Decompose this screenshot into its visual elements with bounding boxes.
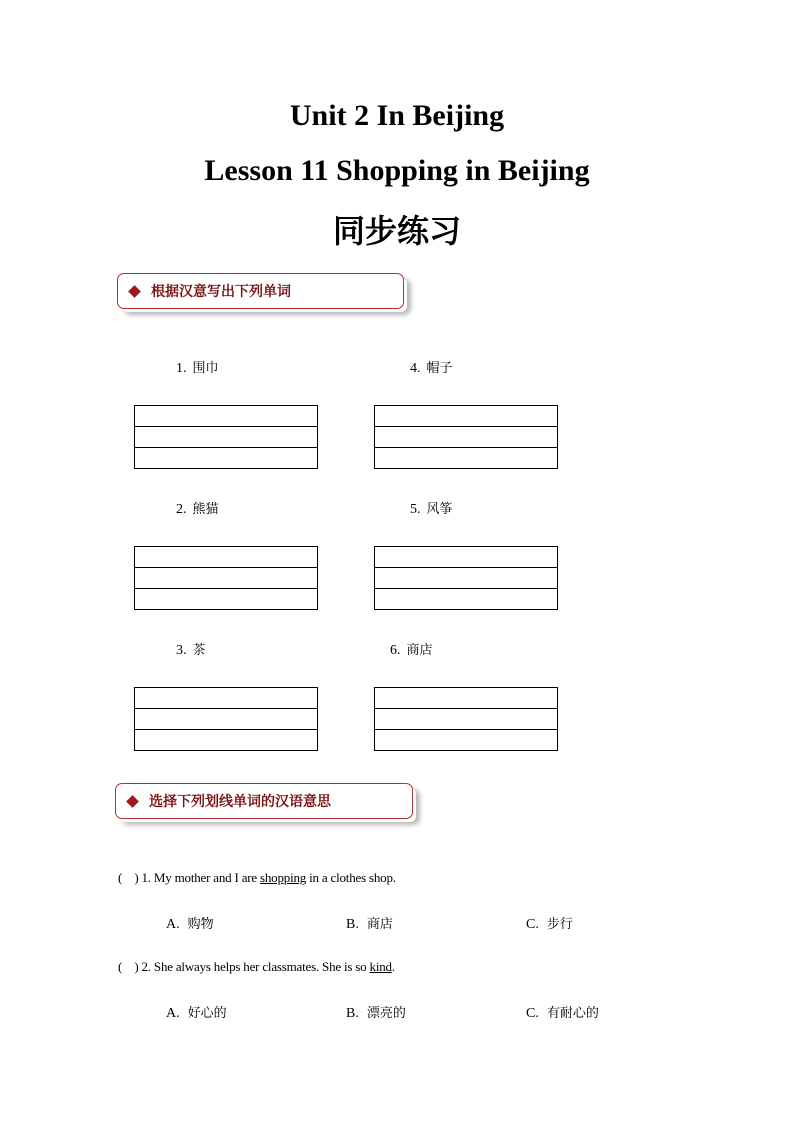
option-letter: B.: [346, 1006, 359, 1021]
section2-banner: [115, 783, 413, 819]
writing-line: [375, 709, 557, 730]
writing-line: [375, 589, 557, 609]
unit-title: Unit 2 In Beijing: [289, 99, 505, 132]
section1-title: 根据汉意写出下列单词: [151, 284, 291, 300]
writing-line: [375, 406, 557, 427]
item-number: 4.: [410, 361, 421, 376]
word-item-2: [176, 498, 219, 518]
section2-title: 选择下列划线单词的汉语意思: [149, 794, 331, 810]
question-text-suffix: in a clothes shop.: [306, 870, 396, 885]
question-text-prefix: ( ) 1. My mother and I are: [118, 870, 261, 885]
writing-line: [135, 688, 317, 709]
item-number: 1.: [176, 361, 187, 376]
option-letter: A.: [166, 1006, 180, 1021]
writing-line: [375, 688, 557, 709]
writing-line: [375, 730, 557, 750]
word-item-3: [176, 639, 206, 659]
q1-option-c[interactable]: [526, 913, 573, 933]
writing-line: [135, 730, 317, 750]
item-word: 商店: [406, 643, 433, 658]
option-text: 商店: [366, 917, 393, 932]
writing-grid-6[interactable]: [374, 687, 558, 751]
question-text-suffix: .: [391, 959, 395, 974]
item-word: 围巾: [192, 361, 219, 376]
item-number: 3.: [176, 643, 187, 658]
word-item-4: [410, 357, 453, 377]
item-number: 2.: [176, 502, 187, 517]
q2-option-b[interactable]: [346, 1002, 406, 1022]
word-item-6: [390, 639, 433, 659]
q1-option-a[interactable]: [166, 913, 214, 933]
writing-line: [375, 568, 557, 589]
writing-line: [135, 568, 317, 589]
diamond-bullet-icon: [128, 285, 141, 298]
q2-option-a[interactable]: [166, 1002, 227, 1022]
underlined-word: shopping: [260, 870, 307, 885]
question-text-prefix: ( ) 2. She always helps her classmates. She is so: [118, 959, 370, 974]
item-word: 帽子: [426, 361, 453, 376]
writing-grid-5[interactable]: [374, 546, 558, 610]
question-1: [118, 870, 396, 886]
item-word: 茶: [192, 643, 206, 658]
writing-line: [135, 547, 317, 568]
writing-line: [135, 709, 317, 730]
item-word: 熊猫: [192, 502, 219, 517]
q2-option-c[interactable]: [526, 1002, 599, 1022]
writing-grid-3[interactable]: [134, 687, 318, 751]
writing-line: [135, 427, 317, 448]
writing-line: [375, 448, 557, 468]
writing-grid-4[interactable]: [374, 405, 558, 469]
item-word: 风筝: [426, 502, 453, 517]
writing-line: [135, 448, 317, 468]
section1-banner: [117, 273, 404, 309]
item-number: 5.: [410, 502, 421, 517]
diamond-bullet-icon: [126, 795, 139, 808]
word-item-5: [410, 498, 453, 518]
writing-line: [135, 589, 317, 609]
item-number: 6.: [390, 643, 401, 658]
option-letter: A.: [166, 917, 180, 932]
writing-line: [375, 427, 557, 448]
option-text: 有耐心的: [546, 1006, 599, 1021]
option-text: 购物: [187, 917, 214, 932]
option-letter: C.: [526, 917, 539, 932]
option-text: 好心的: [187, 1006, 227, 1021]
option-text: 漂亮的: [366, 1006, 406, 1021]
option-letter: B.: [346, 917, 359, 932]
writing-grid-2[interactable]: [134, 546, 318, 610]
writing-grid-1[interactable]: [134, 405, 318, 469]
option-text: 步行: [546, 917, 573, 932]
lesson-title: Lesson 11 Shopping in Beijing: [204, 154, 590, 187]
writing-line: [375, 547, 557, 568]
writing-line: [135, 406, 317, 427]
underlined-word: kind: [369, 959, 392, 974]
option-letter: C.: [526, 1006, 539, 1021]
question-2: [118, 959, 395, 975]
word-item-1: [176, 357, 219, 377]
exercise-subtitle: 同步练习: [332, 212, 461, 250]
q1-option-b[interactable]: [346, 913, 393, 933]
